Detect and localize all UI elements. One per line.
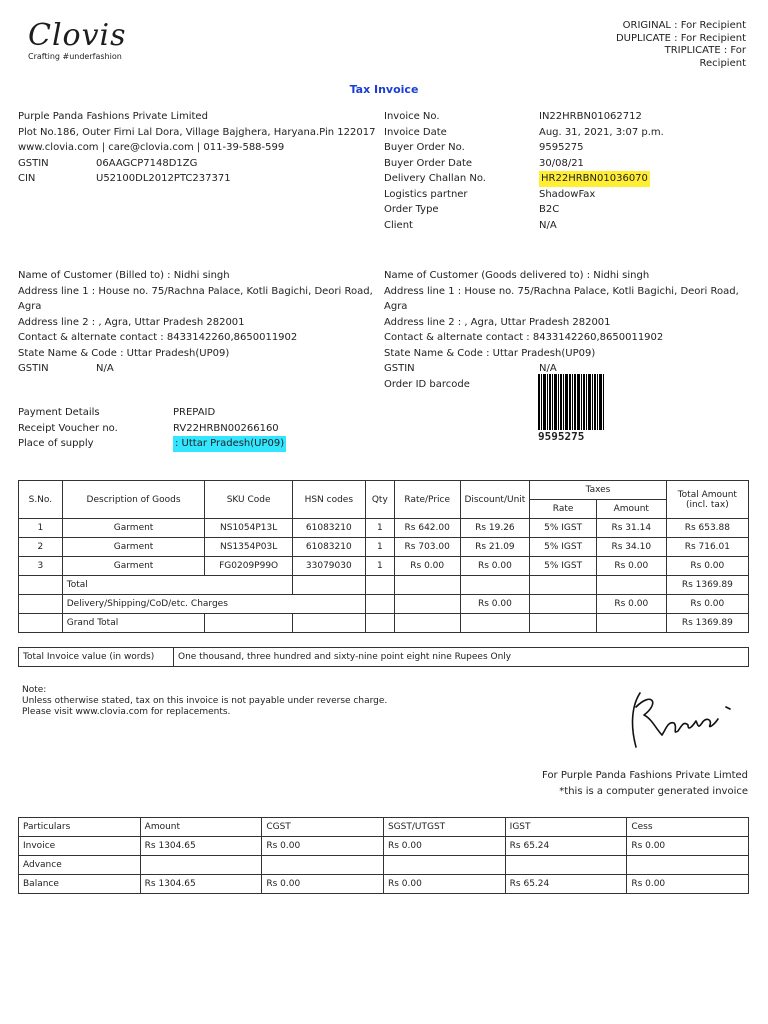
- cell: Rs 19.26: [460, 519, 530, 538]
- cell: Rs 1304.65: [140, 875, 262, 894]
- cell: Rs 703.00: [394, 538, 460, 557]
- document-title: Tax Invoice: [349, 83, 419, 96]
- client-row: [384, 218, 664, 234]
- table-row: [19, 648, 749, 667]
- tax-summary-table: [18, 817, 749, 894]
- col-header: S.No.: [19, 481, 63, 519]
- table-header-row: [19, 481, 749, 500]
- field-label: Order Type: [384, 204, 439, 215]
- total-label: Total: [62, 576, 292, 595]
- cell: Advance: [19, 856, 141, 875]
- cell: [530, 614, 597, 633]
- col-header: Taxes: [530, 481, 666, 500]
- col-header: Amount: [596, 500, 666, 519]
- billed-address1-cont: Agra: [18, 301, 42, 312]
- seller-name: Purple Panda Fashions Private Limited: [18, 111, 208, 122]
- computer-generated-note: *this is a computer generated invoice: [559, 785, 748, 797]
- cell: [292, 576, 365, 595]
- cell: [292, 614, 365, 633]
- place-row: [18, 436, 286, 452]
- cin-value: U52100DL2012PTC237371: [96, 173, 231, 184]
- copy-triplicate: TRIPLICATE : For: [664, 45, 746, 56]
- cell: 5% IGST: [530, 538, 597, 557]
- cell: Rs 0.00: [627, 837, 749, 856]
- field-label: Invoice Date: [384, 126, 447, 138]
- delivered-contact: Contact & alternate contact : 8433142260,8650011902: [384, 332, 664, 343]
- barcode-number: 9595275: [538, 430, 585, 443]
- copy-original: ORIGINAL : For Recipient: [622, 20, 746, 31]
- cell: 3: [19, 557, 63, 576]
- cell: Rs 0.00: [383, 837, 505, 856]
- cell: 5% IGST: [530, 519, 597, 538]
- grand-total-label: Grand Total: [62, 614, 205, 633]
- delivery-challan-no: HR22HRBN01036070: [539, 171, 650, 187]
- field-label: Payment Details: [18, 407, 100, 418]
- cell: 2: [19, 538, 63, 557]
- total-in-words-table: [18, 647, 749, 667]
- copy-duplicate: DUPLICATE : For Recipient: [615, 32, 746, 44]
- seller-contact: www.clovia.com | care@clovia.com | 011-39-588-599: [18, 142, 285, 153]
- cell: Rs 31.14: [596, 519, 666, 538]
- cell: [505, 856, 627, 875]
- cell: 1: [19, 519, 63, 538]
- total-header-sub: (incl. tax): [685, 499, 729, 510]
- cell: Rs 642.00: [394, 519, 460, 538]
- note-line: Please visit www.clovia.com for replacements.: [22, 707, 231, 717]
- billed-address1: Address line 1 : House no. 75/Rachna Palace, Kotli Bagichi, Deori Road,: [18, 285, 373, 297]
- brand-logo: [28, 18, 138, 66]
- cell: Rs 0.00: [394, 557, 460, 576]
- col-header: SKU Code: [205, 481, 292, 519]
- table-row: [19, 856, 749, 875]
- seller-address: Plot No.186, Outer Firni Lal Dora, Village Bajghera, Haryana.Pin 122017: [18, 126, 376, 138]
- gstin-value: N/A: [96, 363, 114, 374]
- cell: [460, 576, 530, 595]
- grand-total-value: Rs 1369.89: [666, 614, 748, 633]
- cell: 33079030: [292, 557, 365, 576]
- col-header: Rate/Price: [394, 481, 460, 519]
- field-label: Delivery Challan No.: [384, 173, 486, 184]
- cell: Rs 0.00: [627, 875, 749, 894]
- note-title: Note:: [22, 685, 47, 695]
- grand-total-row: [19, 614, 749, 633]
- field-label: Place of supply: [18, 438, 94, 449]
- cell: [383, 856, 505, 875]
- table-row: [19, 837, 749, 856]
- table-header-row: [19, 818, 749, 837]
- cell: 1: [365, 538, 394, 557]
- cell: [140, 856, 262, 875]
- words-label: Total Invoice value (in words): [19, 648, 174, 667]
- order-type: B2C: [539, 204, 560, 215]
- delivery-tax: Rs 0.00: [596, 595, 666, 614]
- cell: [19, 595, 63, 614]
- payment-details: [18, 405, 286, 452]
- cell: [365, 595, 394, 614]
- field-label: Invoice No.: [384, 111, 440, 122]
- delivery-row: [19, 595, 749, 614]
- cell: [262, 856, 384, 875]
- cell: [627, 856, 749, 875]
- gstin-label: GSTIN: [384, 363, 415, 374]
- cell: NS1354P03L: [205, 538, 292, 557]
- buyer-order-date-row: [384, 156, 664, 172]
- words-value: One thousand, three hundred and sixty-nine point eight nine Rupees Only: [174, 648, 749, 667]
- cell: NS1054P13L: [205, 519, 292, 538]
- field-label: Logistics partner: [384, 188, 468, 200]
- brand-wordmark: Clovis: [28, 18, 127, 53]
- cell: Rs 0.00: [262, 837, 384, 856]
- order-type-row: [384, 202, 664, 218]
- billed-name: Name of Customer (Billed to) : Nidhi singh: [18, 270, 230, 281]
- cell: Rs 34.10: [596, 538, 666, 557]
- items-table: [18, 480, 749, 633]
- col-header: CGST: [262, 818, 384, 837]
- receipt-row: [18, 421, 286, 437]
- cell: Invoice: [19, 837, 141, 856]
- cell: Garment: [62, 519, 205, 538]
- logistics-partner: ShadowFax: [539, 188, 596, 200]
- delivered-state: State Name & Code : Uttar Pradesh(UP09): [384, 347, 596, 359]
- buyer-order-date: 30/08/21: [539, 157, 584, 169]
- receipt-voucher: RV22HRBN00266160: [173, 422, 279, 434]
- invoice-no-row: [384, 109, 664, 125]
- payment-mode: PREPAID: [173, 407, 216, 418]
- buyer-order-no: 9595275: [539, 142, 584, 153]
- cell: [365, 614, 394, 633]
- table-row: [19, 519, 749, 538]
- col-header: SGST/UTGST: [383, 818, 505, 837]
- gstin-value: N/A: [539, 363, 557, 374]
- place-of-supply: : Uttar Pradesh(UP09): [173, 436, 286, 452]
- col-header: Particulars: [19, 818, 141, 837]
- cell: [394, 595, 460, 614]
- cell: Rs 0.00: [460, 557, 530, 576]
- brand-tagline: Crafting #underfashion: [28, 52, 122, 61]
- note-line: Unless otherwise stated, tax on this invoice is not payable under reverse charge.: [22, 696, 388, 706]
- col-header-total: [666, 481, 748, 519]
- cell: 61083210: [292, 519, 365, 538]
- cell: [394, 576, 460, 595]
- barcode-label: Order ID barcode: [384, 378, 470, 390]
- delivered-name: Name of Customer (Goods delivered to) : Nidhi singh: [384, 270, 650, 281]
- cell: Rs 0.00: [666, 557, 748, 576]
- invoice-date-row: [384, 125, 664, 141]
- total-row: [19, 576, 749, 595]
- field-label: Receipt Voucher no.: [18, 422, 118, 434]
- col-header: Amount: [140, 818, 262, 837]
- cell: [394, 614, 460, 633]
- field-label: Client: [384, 219, 413, 231]
- col-header: Cess: [627, 818, 749, 837]
- table-row: [19, 557, 749, 576]
- cell: Garment: [62, 538, 205, 557]
- billed-gstin-row: [18, 361, 380, 377]
- delivery-label: Delivery/Shipping/CoD/etc. Charges: [62, 595, 365, 614]
- copy-triplicate-cont: Recipient: [699, 57, 746, 69]
- buyer-order-no-row: [384, 140, 664, 156]
- payment-row: [18, 405, 286, 421]
- cell: [530, 576, 597, 595]
- cell: Rs 1304.65: [140, 837, 262, 856]
- note-section: [22, 685, 387, 718]
- delivery-total: Rs 0.00: [666, 595, 748, 614]
- table-row: [19, 875, 749, 894]
- cell: Rs 0.00: [596, 557, 666, 576]
- delivery-discount: Rs 0.00: [460, 595, 530, 614]
- col-header: Rate: [530, 500, 597, 519]
- seller-info: [18, 109, 375, 187]
- table-row: [19, 538, 749, 557]
- cell: [365, 576, 394, 595]
- delivery-challan-row: [384, 171, 664, 187]
- field-label: Buyer Order No.: [384, 142, 465, 153]
- logistics-row: [384, 187, 664, 203]
- cell: FG0209P99O: [205, 557, 292, 576]
- col-header: IGST: [505, 818, 627, 837]
- cell: 1: [365, 557, 394, 576]
- cell: Rs 716.01: [666, 538, 748, 557]
- cell: Rs 0.00: [383, 875, 505, 894]
- cell: Rs 65.24: [505, 875, 627, 894]
- billed-state: State Name & Code : Uttar Pradesh(UP09): [18, 347, 230, 359]
- col-header: Discount/Unit: [460, 481, 530, 519]
- gstin-label: GSTIN: [18, 363, 49, 374]
- cin-label: CIN: [18, 173, 36, 184]
- client: N/A: [539, 219, 557, 231]
- cell: 61083210: [292, 538, 365, 557]
- gstin-value: 06AAGCP7148D1ZG: [96, 157, 198, 169]
- seller-gstin-row: [18, 156, 375, 172]
- delivered-address1: Address line 1 : House no. 75/Rachna Palace, Kotli Bagichi, Deori Road,: [384, 285, 739, 297]
- total-value: Rs 1369.89: [666, 576, 748, 595]
- cell: Balance: [19, 875, 141, 894]
- cell: Rs 0.00: [262, 875, 384, 894]
- field-label: Buyer Order Date: [384, 157, 473, 169]
- gstin-label: GSTIN: [18, 157, 49, 169]
- signature-block: [542, 768, 748, 799]
- cell: Rs 65.24: [505, 837, 627, 856]
- delivered-address2: Address line 2 : , Agra, Uttar Pradesh 282001: [384, 316, 611, 328]
- cell: [19, 576, 63, 595]
- copy-designation: [596, 20, 746, 70]
- order-barcode: [538, 374, 604, 432]
- col-header: Description of Goods: [62, 481, 205, 519]
- signature-for: For Purple Panda Fashions Private Limted: [542, 770, 748, 781]
- invoice-details: [384, 109, 664, 233]
- delivered-address1-cont: Agra: [384, 301, 408, 312]
- col-header: HSN codes: [292, 481, 365, 519]
- col-header: Qty: [365, 481, 394, 519]
- cell: Rs 21.09: [460, 538, 530, 557]
- cell: [19, 614, 63, 633]
- cell: Garment: [62, 557, 205, 576]
- signature-image: [622, 685, 742, 755]
- billed-contact: Contact & alternate contact : 8433142260,8650011902: [18, 332, 298, 343]
- total-header: Total Amount: [677, 489, 737, 500]
- cell: Rs 653.88: [666, 519, 748, 538]
- cell: 5% IGST: [530, 557, 597, 576]
- invoice-date: Aug. 31, 2021, 3:07 p.m.: [539, 126, 664, 138]
- invoice-no: IN22HRBN01062712: [539, 111, 642, 122]
- billed-to-section: [18, 268, 380, 377]
- cell: [205, 614, 292, 633]
- cell: 1: [365, 519, 394, 538]
- seller-cin-row: [18, 171, 375, 187]
- billed-address2: Address line 2 : , Agra, Uttar Pradesh 282001: [18, 316, 245, 328]
- cell: [596, 576, 666, 595]
- cell: [530, 595, 597, 614]
- cell: [596, 614, 666, 633]
- cell: [460, 614, 530, 633]
